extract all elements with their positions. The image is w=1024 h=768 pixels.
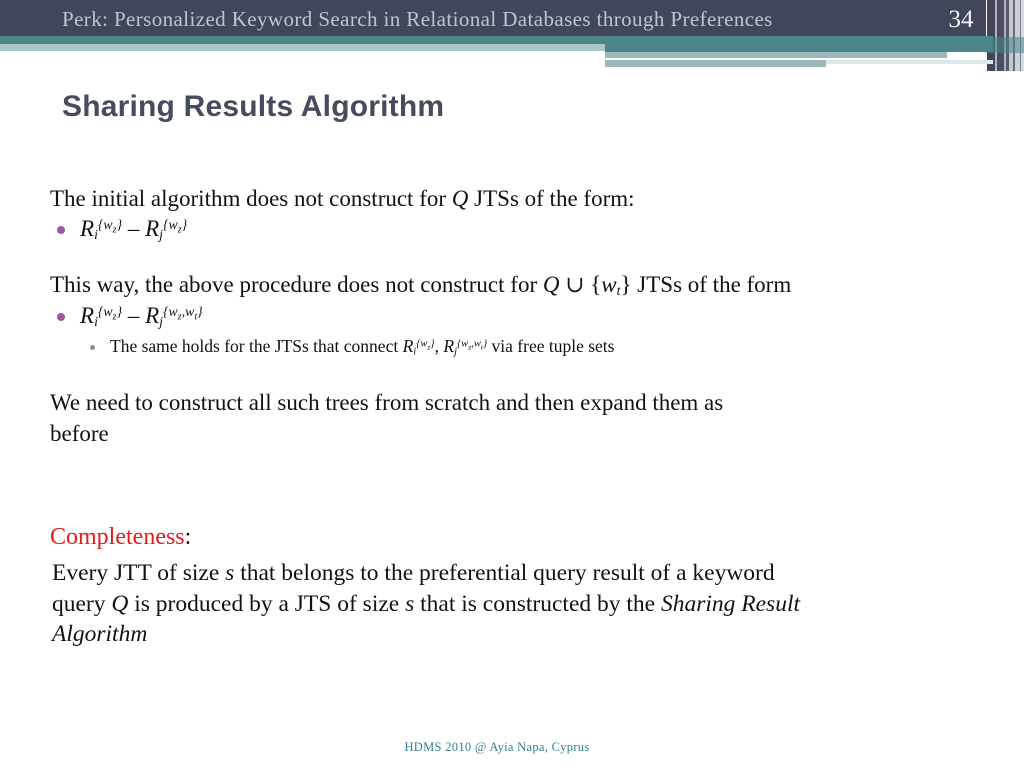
sub-bullet-icon <box>90 345 95 350</box>
gray-accent-band <box>605 52 947 58</box>
formula-ri-rj-wt: $Ri^{\{w}z^{\}} - Rj^{\{w}z^{,w}t^{\}}$ <box>80 303 203 330</box>
gray-accent-band-light <box>826 60 993 64</box>
teal-accent-band <box>0 36 993 44</box>
paragraph-initial-algorithm: The initial algorithm does not construct for Q JTSs of the form: <box>50 186 635 211</box>
slide-title: Sharing Results Algorithm <box>62 90 445 123</box>
slide-number: 34 <box>948 6 974 33</box>
completeness-heading <box>50 524 191 551</box>
sub-bullet-text: The same holds for the JTSs that connect $Ri^{\{w}z^{\}}$, $Rj^{\{w}z^{,w}t^{\}}$ via free tuple sets <box>110 336 615 358</box>
bullet-icon <box>57 226 65 234</box>
paragraph-this-way: This way, the above procedure does not construct for Q ∪ {wt} JTSs of the form <box>50 272 792 299</box>
formula-ri-rj: $Ri^{\{w}z^{\}} - Rj^{\{w}z^{\}}$ <box>80 216 188 243</box>
presentation-title: Perk: Personalized Keyword Search in Relational Databases through Preferences <box>62 7 773 31</box>
completeness-colon: : <box>184 524 192 550</box>
bullet-icon <box>57 313 65 321</box>
completeness-statement: Every JTT of size s that belongs to the preferential query result of a keyword query Q is produced by a JTS of size s that is constructed by the Sharing Result Algorithm <box>52 560 801 647</box>
footer-text: HDMS 2010 @ Ayia Napa, Cyprus <box>404 740 590 754</box>
teal-accent-band-right <box>605 44 993 52</box>
completeness-label: Completeness <box>50 524 185 550</box>
paragraph-construct-trees: We need to construct all such trees from scratch and then expand them as before <box>50 390 724 446</box>
header-bar <box>0 0 986 37</box>
gray-accent-band <box>605 60 826 67</box>
vertical-stripe <box>997 0 1004 71</box>
light-teal-band <box>0 44 605 51</box>
